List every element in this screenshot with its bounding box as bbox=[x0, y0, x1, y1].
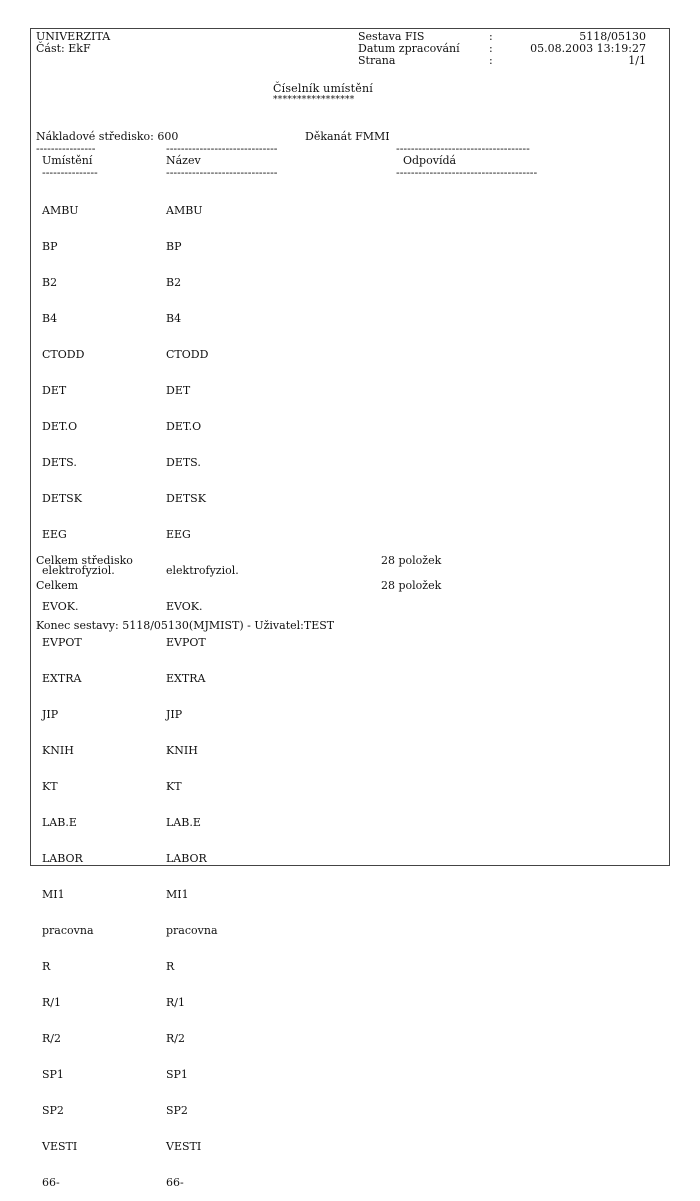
separator-col2-top: ------------------------------ bbox=[166, 142, 278, 155]
table-cell-name: R/2 bbox=[166, 1032, 185, 1045]
total-center-value: 28 položek bbox=[381, 554, 442, 567]
table-row: CTODD bbox=[42, 348, 85, 361]
cost-center-label: Nákladové středisko: 600 bbox=[36, 130, 179, 143]
table-row: EXTRA bbox=[42, 672, 82, 685]
table-row: R bbox=[42, 960, 51, 973]
table-row: R/1 bbox=[42, 996, 61, 1009]
separator-col1-top: ---------------- bbox=[36, 142, 96, 155]
table-cell-name: DET bbox=[166, 384, 191, 397]
table-cell-name: AMBU bbox=[166, 204, 203, 217]
table-row: BP bbox=[42, 240, 58, 253]
table-row: pracovna bbox=[42, 924, 94, 937]
table-cell-name: 66- bbox=[166, 1176, 184, 1189]
table-cell-name: EVPOT bbox=[166, 636, 206, 649]
separator-col1-bottom: --------------- bbox=[42, 166, 98, 179]
meta-label-date: Datum zpracování bbox=[358, 42, 460, 55]
table-row: MI1 bbox=[42, 888, 65, 901]
meta-colon-report: : bbox=[489, 30, 493, 43]
table-row: R/2 bbox=[42, 1032, 61, 1045]
table-cell-name: B2 bbox=[166, 276, 182, 289]
table-cell-name: EEG bbox=[166, 528, 191, 541]
column-header-name: Název bbox=[166, 154, 201, 167]
name-column bbox=[166, 181, 239, 1201]
total-center-label: Celkem středisko bbox=[36, 554, 133, 567]
table-cell-name: B4 bbox=[166, 312, 182, 325]
table-row: DET bbox=[42, 384, 67, 397]
separator-col3-bottom: -------------------------------------- bbox=[396, 166, 538, 179]
report-end-line: Konec sestavy: 5118/05130(MJMIST) - Uživatel:TEST bbox=[36, 619, 335, 632]
org-part: Část: EkF bbox=[36, 42, 91, 55]
table-row: LAB.E bbox=[42, 816, 77, 829]
table-row: DET.O bbox=[42, 420, 78, 433]
table-cell-name: VESTI bbox=[166, 1140, 202, 1153]
column-header-responsible: Odpovídá bbox=[403, 154, 457, 167]
org-name: UNIVERZITA bbox=[36, 30, 111, 43]
table-row: SP2 bbox=[42, 1104, 64, 1117]
report-frame bbox=[30, 28, 670, 866]
meta-value-page: 1/1 bbox=[628, 54, 646, 67]
meta-colon-date: : bbox=[489, 42, 493, 55]
table-row: B4 bbox=[42, 312, 58, 325]
meta-value-report: 5118/05130 bbox=[579, 30, 646, 43]
meta-value-date: 05.08.2003 13:19:27 bbox=[530, 42, 646, 55]
separator-col2-bottom: ------------------------------ bbox=[166, 166, 278, 179]
table-row: KNIH bbox=[42, 744, 74, 757]
table-cell-name: DETS. bbox=[166, 456, 201, 469]
separator-col3-top: ------------------------------------ bbox=[396, 142, 530, 155]
table-row: EVPOT bbox=[42, 636, 82, 649]
table-cell-name: KNIH bbox=[166, 744, 198, 757]
table-cell-name: CTODD bbox=[166, 348, 209, 361]
table-cell-name: R/1 bbox=[166, 996, 185, 1009]
table-cell-name: SP1 bbox=[166, 1068, 188, 1081]
table-row: DETSK bbox=[42, 492, 82, 505]
meta-label-report: Sestava FIS bbox=[358, 30, 425, 43]
table-cell-name: LAB.E bbox=[166, 816, 201, 829]
table-row: SP1 bbox=[42, 1068, 64, 1081]
table-cell-name: LABOR bbox=[166, 852, 207, 865]
column-header-location: Umístění bbox=[42, 154, 93, 167]
total-value: 28 položek bbox=[381, 579, 442, 592]
table-cell-name: JIP bbox=[166, 708, 183, 721]
total-label: Celkem bbox=[36, 579, 79, 592]
table-row: VESTI bbox=[42, 1140, 78, 1153]
meta-label-page: Strana bbox=[358, 54, 396, 67]
table-cell-name: DET.O bbox=[166, 420, 202, 433]
table-cell-name: DETSK bbox=[166, 492, 206, 505]
table-cell-name: R bbox=[166, 960, 175, 973]
location-column bbox=[42, 181, 115, 1201]
table-cell-name: EVOK. bbox=[166, 600, 203, 613]
report-title: Číselník umístění bbox=[273, 82, 373, 95]
table-cell-name: KT bbox=[166, 780, 182, 793]
table-row: B2 bbox=[42, 276, 58, 289]
table-cell-name: pracovna bbox=[166, 924, 218, 937]
table-row: EEG bbox=[42, 528, 67, 541]
table-cell-name: EXTRA bbox=[166, 672, 206, 685]
cost-center-name: Děkanát FMMI bbox=[305, 130, 390, 143]
table-row: JIP bbox=[42, 708, 59, 721]
table-cell-name: BP bbox=[166, 240, 182, 253]
table-row: EVOK. bbox=[42, 600, 79, 613]
table-cell-name: elektrofyziol. bbox=[166, 564, 239, 577]
table-cell-name: SP2 bbox=[166, 1104, 188, 1117]
table-row: AMBU bbox=[42, 204, 79, 217]
title-underline: ***************** bbox=[273, 95, 355, 105]
table-row: KT bbox=[42, 780, 58, 793]
table-cell-name: MI1 bbox=[166, 888, 189, 901]
table-row: 66- bbox=[42, 1176, 60, 1189]
table-row: LABOR bbox=[42, 852, 83, 865]
table-row: DETS. bbox=[42, 456, 77, 469]
table-row: elektrofyziol. bbox=[42, 564, 115, 577]
meta-colon-page: : bbox=[489, 54, 493, 67]
